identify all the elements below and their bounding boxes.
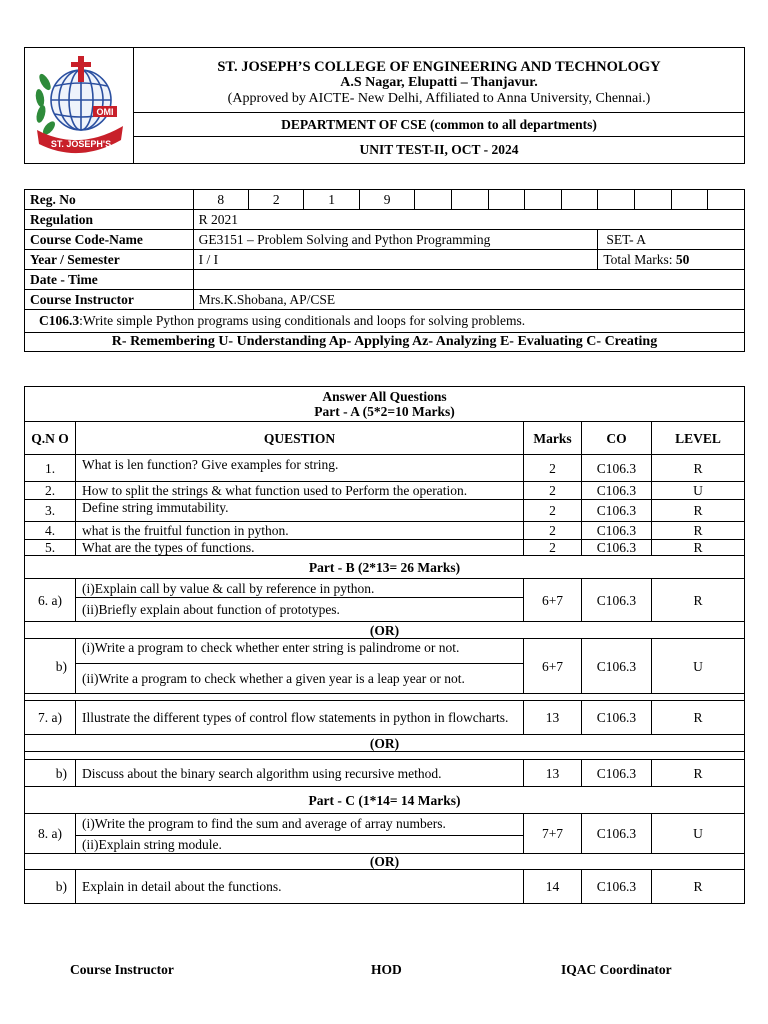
q-co: C106.3 — [582, 814, 652, 854]
year-value: I / I — [193, 250, 598, 270]
table-row — [25, 522, 745, 540]
table-row — [25, 639, 745, 664]
q-number: 7. a) — [25, 701, 76, 735]
reg-no-label: Reg. No — [25, 190, 194, 210]
q-level: R — [652, 870, 745, 904]
q-text: (ii)Write a program to check whether a given year is a leap year or not. — [76, 664, 524, 694]
or-separator: (OR) — [25, 735, 745, 752]
part-b-title: Part - B (2*13= 26 Marks) — [25, 556, 745, 579]
spacer — [25, 752, 745, 760]
signature-hod: HOD — [371, 962, 402, 977]
q-text: (ii)Briefly explain about function of prototypes. — [76, 598, 524, 622]
table-row — [25, 482, 745, 500]
year-label: Year / Semester — [25, 250, 194, 270]
date-label: Date - Time — [25, 270, 194, 290]
reg-digit: 9 — [359, 190, 414, 210]
q-marks: 14 — [524, 870, 582, 904]
table-row — [25, 760, 745, 787]
q-number: 6. a) — [25, 579, 76, 622]
q-level: U — [652, 482, 745, 500]
reg-digit: 1 — [304, 190, 359, 210]
q-marks: 2 — [524, 482, 582, 500]
q-text: (ii)Explain string module. — [76, 836, 524, 854]
reg-digit — [415, 190, 452, 210]
year-row — [25, 250, 745, 270]
instructor-value: Mrs.K.Shobana, AP/CSE — [193, 290, 744, 310]
table-row — [25, 701, 745, 735]
q-number: b) — [25, 760, 76, 787]
q-marks: 6+7 — [524, 639, 582, 694]
table-row — [25, 814, 745, 836]
q-level: R — [652, 701, 745, 735]
q-number: b) — [25, 870, 76, 904]
q-text: Define string immutability. — [76, 500, 524, 522]
q-text: Discuss about the binary search algorithm using recursive method. — [76, 760, 524, 787]
q-co: C106.3 — [582, 540, 652, 556]
logo-badge: OMI — [96, 106, 114, 117]
q-number: 5. — [25, 540, 76, 556]
reg-digit — [671, 190, 708, 210]
q-text: What is len function? Give examples for string. — [76, 455, 524, 482]
q-marks: 7+7 — [524, 814, 582, 854]
signature-iqac: IQAC Coordinator — [561, 962, 672, 977]
regulation-row — [25, 210, 745, 230]
reg-digit — [451, 190, 488, 210]
instructor-label: Course Instructor — [25, 290, 194, 310]
levels-legend: R- Remembering U- Understanding Ap- Applying Az- Analyzing E- Evaluating C- Creating — [25, 333, 745, 352]
instruction: Answer All Questions — [322, 389, 447, 404]
q-marks: 2 — [524, 540, 582, 556]
or-separator: (OR) — [25, 622, 745, 639]
q-level: U — [652, 639, 745, 694]
reg-digit — [598, 190, 635, 210]
signature-course-instructor: Course Instructor — [70, 962, 174, 977]
approval-note: (Approved by AICTE- New Delhi, Affiliated to Anna University, Chennai.) — [227, 91, 651, 106]
total-marks — [598, 250, 745, 270]
co-code: C106.3 — [39, 313, 80, 328]
institution-info — [134, 48, 745, 113]
q-text: Explain in detail about the functions. — [76, 870, 524, 904]
college-logo-cell — [25, 48, 134, 164]
department-title: DEPARTMENT OF CSE (common to all departments) — [134, 113, 745, 137]
course-label: Course Code-Name — [25, 230, 194, 250]
q-co: C106.3 — [582, 579, 652, 622]
q-text: Illustrate the different types of control flow statements in python in flowcharts. — [76, 701, 524, 735]
q-level: R — [652, 500, 745, 522]
exam-info-table — [24, 189, 745, 352]
q-text: How to split the strings & what function used to Perform the operation. — [76, 482, 524, 500]
q-co: C106.3 — [582, 482, 652, 500]
table-row — [25, 579, 745, 598]
reg-no-row — [25, 190, 745, 210]
q-co: C106.3 — [582, 701, 652, 735]
column-header-row — [25, 422, 745, 455]
q-text: What are the types of functions. — [76, 540, 524, 556]
q-level: U — [652, 814, 745, 854]
q-co: C106.3 — [582, 639, 652, 694]
course-row — [25, 230, 745, 250]
instructor-row — [25, 290, 745, 310]
q-marks: 13 — [524, 701, 582, 735]
q-text: (i)Write a program to check whether enter string is palindrome or not. — [76, 639, 524, 664]
regulation-label: Regulation — [25, 210, 194, 230]
levels-row — [25, 333, 745, 352]
total-marks-value: 50 — [675, 251, 690, 267]
q-marks: 6+7 — [524, 579, 582, 622]
date-row — [25, 270, 745, 290]
col-question: QUESTION — [76, 422, 524, 455]
q-text: what is the fruitful function in python. — [76, 522, 524, 540]
course-outcome — [25, 310, 745, 333]
q-marks: 2 — [524, 455, 582, 482]
or-separator: (OR) — [25, 854, 745, 870]
college-logo — [29, 52, 129, 156]
questions-table — [24, 386, 745, 904]
date-value — [193, 270, 744, 290]
q-number: b) — [25, 639, 76, 694]
q-marks: 2 — [524, 500, 582, 522]
table-row — [25, 500, 745, 522]
q-level: R — [652, 540, 745, 556]
col-level: LEVEL — [652, 422, 745, 455]
reg-digit — [708, 190, 745, 210]
spacer — [25, 694, 745, 701]
q-co: C106.3 — [582, 522, 652, 540]
reg-digit: 2 — [249, 190, 304, 210]
college-address: A.S Nagar, Elupatti – Thanjavur. — [340, 75, 538, 90]
col-marks: Marks — [524, 422, 582, 455]
q-level: R — [652, 579, 745, 622]
part-a-title: Part - A (5*2=10 Marks) — [314, 404, 455, 419]
q-level: R — [652, 760, 745, 787]
college-header — [24, 47, 745, 164]
q-number: 1. — [25, 455, 76, 482]
total-marks-label: Total Marks: — [603, 251, 676, 267]
q-number: 2. — [25, 482, 76, 500]
reg-digit — [635, 190, 672, 210]
table-row — [25, 870, 745, 904]
table-row — [25, 540, 745, 556]
regulation-value: R 2021 — [193, 210, 744, 230]
college-name: ST. JOSEPH’S COLLEGE OF ENGINEERING AND TECHNOLOGY — [217, 59, 661, 75]
q-number: 4. — [25, 522, 76, 540]
test-title: UNIT TEST-II, OCT - 2024 — [134, 137, 745, 164]
q-marks: 2 — [524, 522, 582, 540]
table-row — [25, 455, 745, 482]
col-qno: Q.N O — [25, 422, 76, 455]
course-value: GE3151 – Problem Solving and Python Programming — [193, 230, 598, 250]
co-text: :Write simple Python programs using conditionals and loops for solving problems. — [79, 313, 526, 328]
part-c-title: Part - C (1*14= 14 Marks) — [25, 787, 745, 814]
q-number: 8. a) — [25, 814, 76, 854]
part-a-heading — [25, 387, 745, 422]
course-outcome-row — [25, 310, 745, 333]
q-marks: 13 — [524, 760, 582, 787]
reg-digit — [525, 190, 562, 210]
reg-digit — [488, 190, 525, 210]
q-co: C106.3 — [582, 760, 652, 787]
q-co: C106.3 — [582, 455, 652, 482]
q-text: (i)Write the program to find the sum and average of array numbers. — [76, 814, 524, 836]
q-co: C106.3 — [582, 500, 652, 522]
q-number: 3. — [25, 500, 76, 522]
q-level: R — [652, 522, 745, 540]
q-co: C106.3 — [582, 870, 652, 904]
reg-digit: 8 — [193, 190, 248, 210]
col-co: CO — [582, 422, 652, 455]
set-value: SET- A — [598, 230, 745, 250]
logo-banner-text: ST. JOSEPH'S — [50, 138, 112, 149]
q-text: (i)Explain call by value & call by reference in python. — [76, 579, 524, 598]
q-level: R — [652, 455, 745, 482]
reg-digit — [561, 190, 598, 210]
